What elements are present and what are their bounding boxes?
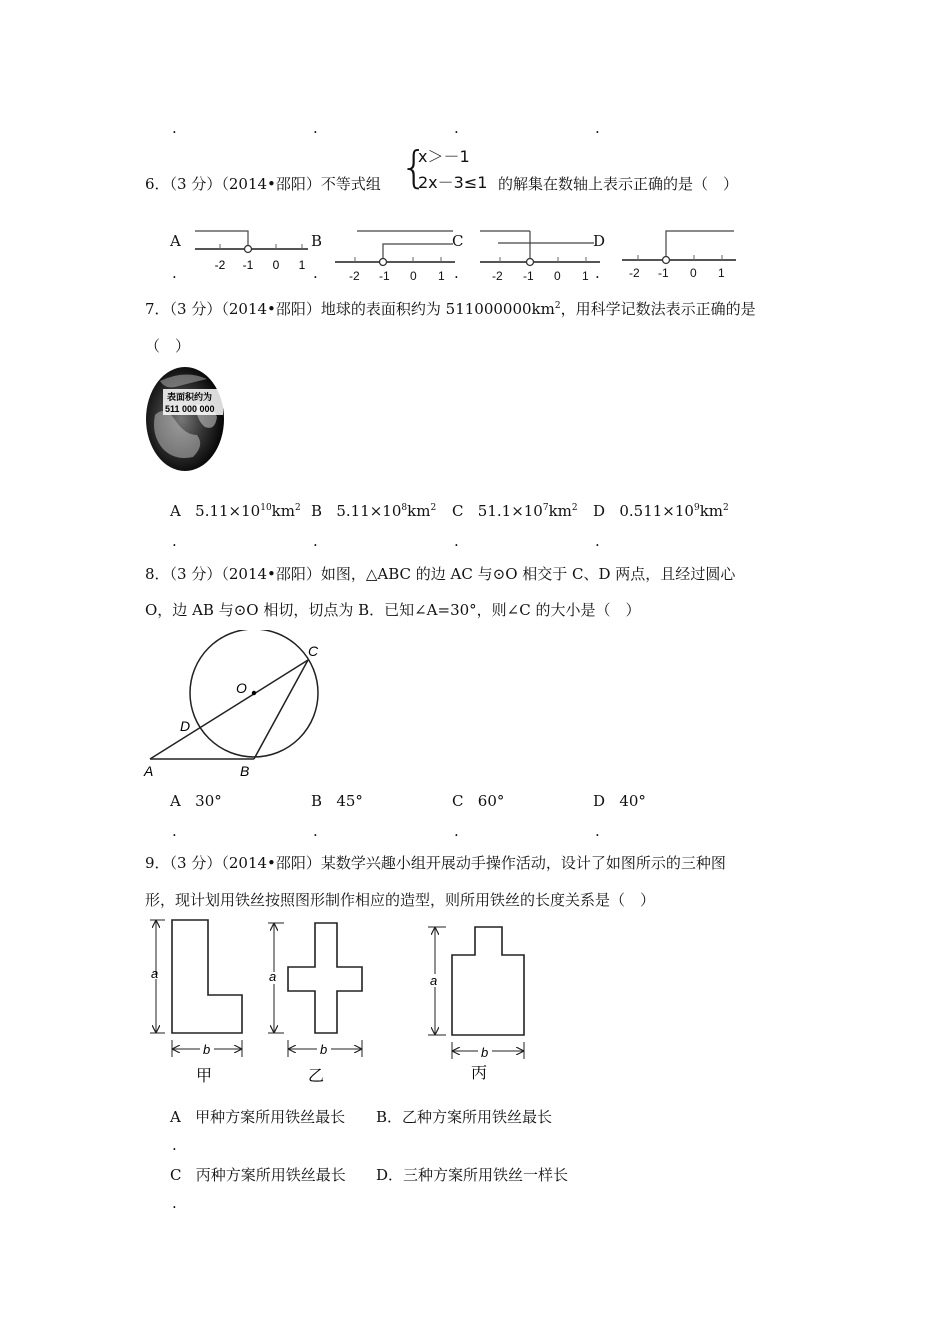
option-dot: . — [313, 119, 318, 137]
tick-label: -1 — [658, 266, 669, 280]
dim-label-b: b — [481, 1045, 489, 1060]
tick-label: -2 — [349, 269, 360, 283]
option-dot: . — [595, 822, 600, 840]
figure-name-jia: 甲 — [196, 1068, 213, 1085]
option-dot: . — [172, 1136, 177, 1154]
dim-label-b: b — [320, 1042, 328, 1057]
option-d[interactable]: D．三种方案所用铁丝一样长 — [376, 1166, 569, 1184]
option-dot: . — [172, 532, 177, 550]
option-c[interactable]: C 丙种方案所用铁丝最长 — [170, 1166, 346, 1184]
label-c: C — [308, 643, 319, 659]
option-dot: . — [313, 822, 318, 840]
option-dot: . — [595, 264, 600, 282]
option-dot: . — [454, 822, 459, 840]
option-a[interactable]: A 甲种方案所用铁丝最长 — [170, 1108, 346, 1126]
tick-label: -1 — [379, 269, 390, 283]
question-7-line-1: 7．（3 分）（2014•邵阳）地球的表面积约为 $511000000km^2$，用科学记数法表示正确的是 — [145, 300, 756, 318]
system-brace: { — [400, 142, 428, 193]
question-9-line-1: 9．（3 分）（2014•邵阳）某数学兴趣小组开展动手操作活动，设计了如图所示的三种图 — [145, 854, 726, 872]
option-b[interactable]: B 45° — [311, 792, 363, 810]
tick-label: -2 — [492, 269, 503, 283]
option-letter-d[interactable]: D — [593, 232, 606, 250]
option-dot: . — [454, 532, 459, 550]
option-dot: . — [595, 532, 600, 550]
option-dot: . — [313, 532, 318, 550]
label-b: B — [240, 763, 250, 779]
option-dot: . — [172, 1194, 177, 1212]
question-9-line-2: 形，现计划用铁丝按照图形制作相应的造型，则所用铁丝的长度关系是（ ） — [145, 891, 656, 909]
system-line-2: 2x－3≤1 — [418, 173, 488, 192]
tick-label: 1 — [438, 269, 445, 283]
tick-label: 1 — [298, 258, 306, 272]
tick-label: -1 — [523, 269, 534, 283]
globe-text-1: 表面积约为 — [167, 392, 213, 402]
label-d: D — [180, 718, 191, 734]
option-dot: . — [172, 119, 177, 137]
tick-label: 1 — [718, 266, 725, 280]
question-8-line-1: 8．（3 分）（2014•邵阳）如图，△ABC 的边 AC 与⊙O 相交于 C、D 两点，且经过圆心 — [145, 565, 736, 583]
tick-label: 1 — [582, 269, 589, 283]
question-8-line-2: O，边 AB 与⊙O 相切，切点为 B．已知∠A=30°，则∠C 的大小是（ ） — [145, 601, 641, 619]
option-dot: . — [172, 264, 177, 282]
option-dot: . — [172, 822, 177, 840]
option-c[interactable]: C 60° — [452, 792, 505, 810]
option-dot: . — [454, 119, 459, 137]
question-6-suffix: 的解集在数轴上表示正确的是（ ） — [498, 175, 739, 193]
tick-label: -1 — [242, 258, 254, 272]
number-line-a — [190, 225, 312, 275]
option-d[interactable]: D $0.511\times 10^9km^2$ — [593, 502, 729, 520]
option-c[interactable]: C $51.1\times 10^7km^2$ — [452, 502, 578, 520]
dim-label-a: a — [269, 969, 277, 984]
option-letter-b[interactable]: B — [311, 232, 323, 250]
option-d[interactable]: D 40° — [593, 792, 646, 810]
option-dot: . — [454, 264, 459, 282]
option-b[interactable]: B $5.11\times 10^8km^2$ — [311, 502, 437, 520]
number-line-c — [476, 225, 601, 275]
label-o: O — [236, 680, 247, 696]
globe-text-2: 511 000 000 — [165, 404, 215, 414]
option-dot: . — [595, 119, 600, 137]
tick-label: -2 — [214, 258, 226, 272]
figure-name-bing: 丙 — [471, 1065, 488, 1082]
figure-name-yi: 乙 — [308, 1068, 325, 1085]
tick-label: -2 — [629, 266, 640, 280]
option-letter-c[interactable]: C — [452, 232, 464, 250]
option-a[interactable]: A 30° — [170, 792, 222, 810]
tick-label: 0 — [272, 258, 280, 272]
question-7-line-2: （ ） — [145, 337, 191, 355]
option-a[interactable]: A $5.11\times 10^{10}km^2$ — [170, 502, 301, 520]
option-b[interactable]: B．乙种方案所用铁丝最长 — [376, 1108, 553, 1126]
tick-label: 0 — [690, 266, 697, 280]
wire-shapes-figure — [140, 915, 540, 1085]
tick-label: 0 — [410, 269, 417, 283]
option-letter-a[interactable]: A — [170, 232, 181, 250]
option-dot: . — [313, 264, 318, 282]
label-a: A — [144, 763, 154, 779]
number-line-b — [333, 225, 458, 275]
circle-triangle-figure — [140, 630, 340, 780]
dim-label-a: a — [151, 966, 159, 981]
system-line-1: x＞－1 — [418, 147, 470, 166]
tick-label: 0 — [554, 269, 561, 283]
dim-label-a: a — [430, 973, 438, 988]
question-6-prefix: 6．（3 分）（2014•邵阳）不等式组 — [145, 175, 381, 193]
earth-globe-image — [145, 365, 225, 473]
dim-label-b: b — [203, 1042, 211, 1057]
